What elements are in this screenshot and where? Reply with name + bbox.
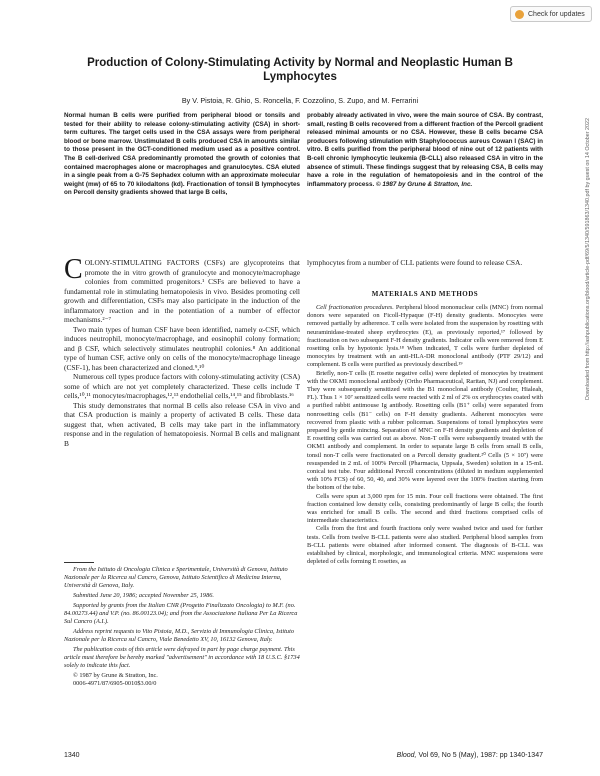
intro-paragraph-4: This study demonstrates that normal B cells also release CSA in vivo and that CSA production is mainly a property of activated B cells. These data suggest that, when activated, B cells may take part in the inflammatory response and in the regulation of hematopoiesis. Normal B cells and malignant B: [64, 400, 300, 448]
check-for-updates-badge[interactable]: [510, 6, 592, 22]
footnote-submitted: Submitted June 20, 1986; accepted November 25, 1986.: [73, 592, 214, 599]
methods-paragraph-2: Briefly, non-T cells (E rosette negative cells) were depleted of monocytes by treatment with the OKM1 monoclonal antibody (Ortho Pharmaceutical, Raritan, NJ) and complement. They were subsequently sensitized with the B1 monoclonal antibody (Coulter, Hialeah, FL). Thus 1 × 10⁷ sensitized cells were reacted with 2 ml of 2% ox erythrocytes coated with a purified rabbit antimouse Ig antibody. Rosetting cells (B1⁺ cells) were separated from nonrosetting cells (B1⁻ cells) on F-H density gradients. Adherent monocytes were recovered from plastic with a rubber policeman. Suspensions of tonsil lymphocytes were prepared by gentle mincing. Separation of MNC on F-H density gradients and depletion of E rosetting cells was carried out as above. Non-T cells were subsequently treated with the OKM1 antibody and complement. In order to separate large B cells from small B cells, tonsil non-T cells were fractionated on a Percoll density gradient.²⁰ Cells (5 × 10⁷) were resuspended in 2 mL of 100% Percoll (Pharmacia, Uppsala, Sweden) solution in a 15-mL conical test tube. Four additional Percoll concentrations (diluted in medium supplemented with 10% FCS) of 60, 50, 40, and 30% were layered over the 100% fraction starting from the bottom of the tube.: [307, 369, 543, 492]
intro-continuation: lymphocytes from a number of CLL patients were found to release CSA.: [307, 258, 523, 267]
badge-label: Check for updates: [528, 10, 585, 18]
footnote-address: Address reprint requests to Vito Pistoia, M.D., Servizio di Immunologia Clinica, Istituto Nazionale per la Ricerca sul Cancro, Viale Benedetto XV, 10, 16132 Genova, Italy.: [64, 628, 294, 643]
methods-paragraph-4: Cells from the first and fourth fractions only were washed twice and used for further tests. Cells from twelve B-CLL patients were also studied. Peripheral blood samples from B-CLL patients were obtained after informed consent. The diagnosis of B-CLL was established by clinical, morphologic, and immunological criteria. MNC suspensions were depleted of cells forming E rosettes, as: [307, 525, 543, 566]
download-sidenote: Downloaded from http://ashpublications.org/blood/article-pdf/69/5/1340/591863/1340.pdf by guest on 14 October 2022: [585, 117, 591, 400]
abstract-right-text: probably already activated in vivo, were the main source of CSA. By contrast, small, resting B cells recovered from a different fraction of the Percoll gradient released minimal amounts or no CSA. However, these B cells became CSA producers following stimulation with Staphylococcus aureus Cowan I (SAC) in vitro. B cells purified from the peripheral blood of nine out of 12 patients with B-cell chronic lymphocytic leukemia (B-CLL) also released CSA in vitro in the absence of stimuli. These findings suggest that by releasing CSA, B cells may have a role in the regulation of hematopoiesis and in the control of the inflammatory process.: [307, 112, 543, 188]
footnote-support: Supported by grants from the Italian CNR (Progetto Finalizzato Oncologia) to M.F. (no. 84.00273.44) and V.P. (no. 86.00123.04); and from the Associazione Italiana Per La Ricerca Sul Cancro (A.I.).: [64, 602, 298, 625]
footnote-copyright: © 1987 by Grune & Stratton, Inc.: [73, 672, 158, 679]
footnote-charges: The publication costs of this article were defrayed in part by page charge payment. This article must therefore be hereby marked "advertisement" in accordance with 18 U.S.C. §1734 solely to indicate this fact.: [64, 646, 300, 669]
footnotes: [64, 566, 300, 688]
intro-paragraph-1: COLONY-STIMULATING FACTORS (CSFs) are glycoproteins that promote the in vitro growth of granulocyte and monocyte/macrophage colonies from committed progenitors.¹ CSFs are believed to have a fundamental role in stimulating hematopoiesis in vivo. Besides promoting cell growth and differentiation, CSFs may also participate in the induction of the inflammatory reaction and in the potentiation of a number of effector mechanisms.²⁻⁷: [64, 254, 300, 324]
abstract-right: [307, 112, 543, 189]
article-title: Production of Colony-Stimulating Activity by Normal and Neoplastic Human B Lymphocytes: [87, 57, 513, 83]
intro-paragraph-3: Numerous cell types produce factors with colony-stimulating activity (CSA) some of which are not yet completely characterized. These cells include T cells,¹⁰,¹¹ monocytes/macrophages,¹²,¹³ endothelial cells,¹⁴,¹⁵ and fibroblasts.¹⁶: [64, 372, 300, 400]
methods-heading: MATERIALS AND METHODS: [371, 290, 479, 298]
abstract-left: Normal human B cells were purified from peripheral blood or tonsils and tested for their ability to release colony-stimulating activity (CSA) in short-term cultures. The target cells used in the CSA assays were from peripheral blood or bone marrow. Unstimulated B cells produced CSA in amounts similar to those present in the GCT-conditioned medium used as a positive control. The B cell-derived CSA predominantly promoted the growth of colonies that contained macrophages alone or macrophages and granulocytes. CSA eluted in a single peak from a G-75 Sephadex column with an approximate molecular weight (mw) of 65 to 70 kilodaltons (kd). Fractionation of tonsil B lymphocytes on Percoll density gradients showed that large B cells,: [64, 112, 300, 197]
footnote-divider: [64, 562, 94, 563]
page-number: 1340: [64, 752, 80, 759]
author-list: By V. Pistoia, R. Ghio, S. Roncella, F. Cozzolino, S. Zupo, and M. Ferrarini: [181, 96, 419, 105]
footnote-issn: 0006-4971/87/6905-0010$3.00/0: [73, 680, 157, 687]
footnote-affiliation: From the Istituto di Oncologia Clinica e Sperimentale, Università di Genova, Istituto Nazionale per la Ricerca sul Cancro, Genova, Istituto Scientifico di Medicina Interna, Università di Genova, Italy.: [64, 566, 288, 589]
methods-paragraph-1: Cell fractionation procedures. Peripheral blood mononuclear cells (MNC) from normal donors were separated on Ficoll-Hypaque (F-H) density gradients. Monocytes were removed partially by adherence. T cells were isolated from the suspension by rosetting with neuraminidase-treated sheep erythrocytes (E), as previously reported,¹⁷ followed by fractionation on two subsequent F-H density gradients. Indicator cells were removed from E rosetting cells by hypotonic lysis.¹⁸ When indicated, T cells were further depleted of monocytes by treatment with an anti-HLA-DR monoclonal antibody (PTF 29/12) and complement. B cells were purified as previously described.¹⁹: [307, 304, 543, 369]
introduction: [64, 254, 300, 448]
methods-paragraph-3: Cells were spun at 3,000 rpm for 15 min. Four cell fractions were obtained. The first fraction contained low density cells, consisting predominantly of large B cells; the fourth was enriched for small B cells. The second and third fractions comprised cells of intermediate characteristics.: [307, 492, 543, 525]
methods-section: [307, 304, 543, 567]
abstract-copyright: © 1987 by Grune & Stratton, Inc.: [375, 180, 473, 188]
update-icon: [515, 10, 524, 19]
intro-paragraph-2: Two main types of human CSF have been identified, namely α-CSF, which induces neutrophil, monocyte/macrophage, and eosinophil colony formation; and β CSF, which selectively stimulates neutrophil colonies.⁸ An additional type of human CSF, active only on cells of the monocyte/macrophage lineage (CSF-1), has been characterized and cloned.⁹,¹⁰: [64, 324, 300, 372]
drop-cap: C: [64, 254, 83, 285]
journal-citation: Blood, Vol 69, No 5 (May), 1987: pp 1340-1347: [396, 752, 543, 759]
